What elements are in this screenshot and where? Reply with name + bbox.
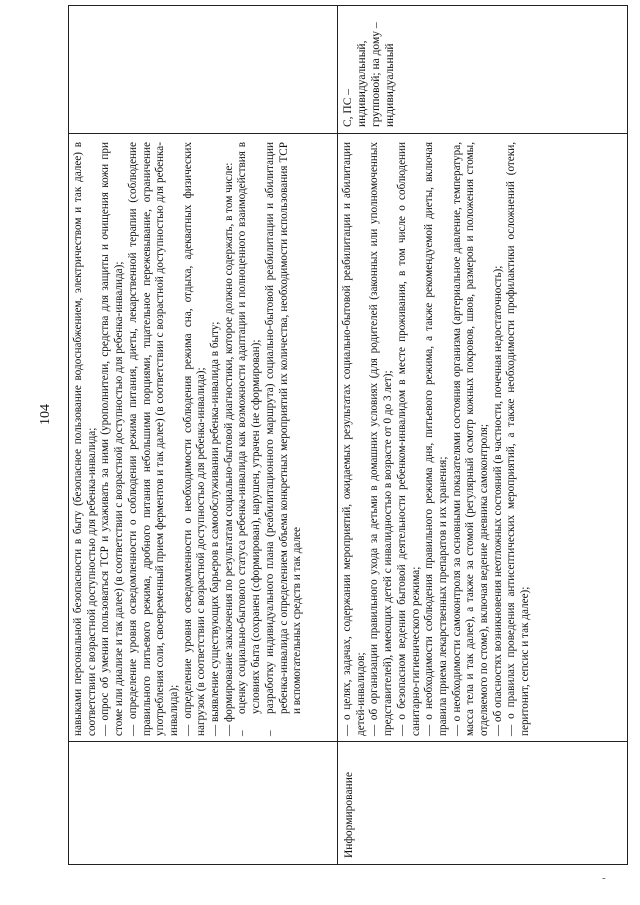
- row1-line: — выявление существующих барьеров в самообслуживании ребенка-инвалида в быту;: [209, 321, 222, 736]
- row1-subitem-text: разработку индивидуального плана (реабилитационного маршрута) социально-бытовой реабилитации и абилитации ребенка-инвалида с определением объема конкретных мероприятий их количества, необходимости использования ТСР и вспомогательных средств и так далее: [263, 142, 304, 714]
- row2-line: — о целях, задачах, содержании мероприятий, ожидаемых результатах социально-бытовой реабилитации и абилитации детей-инвалидов;: [341, 142, 367, 736]
- row2-line: — о правилах проведения антисептических мероприятий, а также необходимости профилактики осложнений (отеки, перитонит, сепсис и так далее);: [505, 142, 532, 736]
- column-divider: [69, 133, 627, 134]
- row2-line: — о необходимости соблюдения правильного режима дня, питьевого режима, а также рекомендуемой диеты, включая правила приема лекарственных препаратов и их хранения;: [423, 142, 449, 736]
- row2-line: — об организации правильного ухода за детьми в домашних условиях (для родителей (законных или уполномоченных представителей), имеющих детей с инвалидностью в возрасте от 0 до 3 лет);: [368, 142, 395, 736]
- rotated-page: [38, 5, 628, 865]
- page-number: 104: [38, 404, 53, 425]
- row1-content: [72, 142, 305, 736]
- column-divider: [69, 741, 627, 742]
- row1-line: — определение уровня осведомленности о необходимости соблюдения режима сна, отдыха, адекватных физических нагрузок (в соответствии с возрастной доступностью для ребенка-инвалида);: [181, 142, 208, 736]
- row-divider: [337, 6, 338, 864]
- row1-subitem: – разработку индивидуального плана (реабилитационного маршрута) социально-бытовой реабилитации и абилитации ребенка-инвалида с определением объема конкретных мероприятий их количества, необходимости использования ТСР и вспомогательных средств и так далее: [263, 142, 304, 736]
- row1-line: — формирование заключения по результатам социально-бытовой диагностики, которое должно содержать, в том числе:: [222, 162, 235, 736]
- row1-line: навыками персональной безопасности в быту (безопасное пользование водоснабжением, электричеством и так далее) в соответствии с возрастной доступностью для ребенка-инвалида;: [72, 142, 98, 736]
- row1-line: — определение уровня осведомленности о соблюдении режима питания, диеты, лекарственной терапии (соблюдение правильного питьевого режима, дробного питания небольшими порциями, тщательное пережевывание, ограничение употребления соли, своевременный прием ферментов и так далее) (в соответствии с возрастной доступностью для ребенка-инвалида);: [126, 142, 180, 736]
- row2-line: — об опасностях возникновения неотложных состояний (в частности, почечная недостаточность);: [491, 265, 504, 736]
- row2-content: [341, 142, 533, 736]
- row1-subitem: – оценку социально-бытового статуса ребенка-инвалида как возможности адаптации и полноценного взаимодействия в условиях быта (сохранен (сформирован), нарушен, утрачен (не сформирован);: [236, 142, 263, 736]
- row1-subitem-text: оценку социально-бытового статуса ребенка-инвалида как возможности адаптации и полноценного взаимодействия в условиях быта (сохранен (сформирован), нарушен, утрачен (не сформирован);: [236, 142, 263, 714]
- row2-line: — о безопасном ведении бытовой деятельности ребенком-инвалидом в месте проживания, в том числе о соблюдении санитарно-гигиенического режима;: [395, 142, 422, 736]
- row1-line: — опрос об умении пользоваться ТСР и ухаживать за ними (урополнители, средства для защиты и очищения кожи при стоме или диализе и так далее) (в соответствии с возрастной доступностью для ребенка-инвалида);: [99, 142, 126, 736]
- scan-mark: -: [602, 872, 606, 884]
- row2-service-name: Информирование: [343, 772, 355, 858]
- service-table: [68, 5, 628, 865]
- row2-line: — о необходимости самоконтроля за основными показателями состояния организма (артериальное давление, температура, масса тела и так далее), а также за стомой (регулярный осмотр кожных покровов, швов, размеров и положения стомы, отделяемого по стоме), включая ведение дневника самоконтроля;: [450, 142, 491, 736]
- row2-form: С, ПС – индивидуальный, групповой; на дому – индивидуальный: [342, 22, 396, 127]
